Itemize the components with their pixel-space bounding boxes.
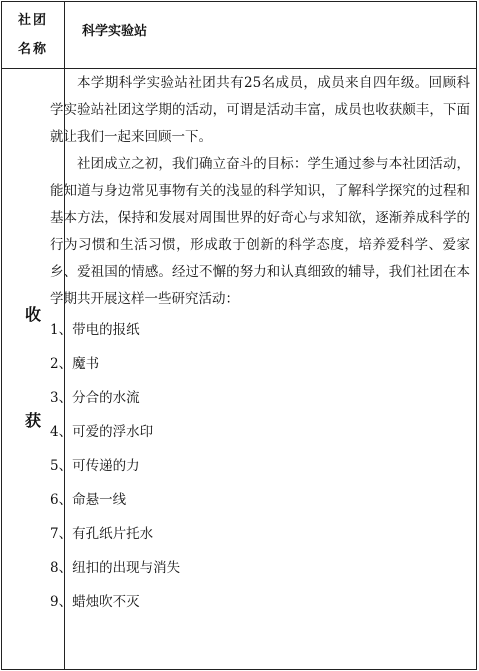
harvest-content xyxy=(50,70,470,619)
activity-list xyxy=(50,313,470,619)
list-item: 1、带电的报纸 xyxy=(50,322,140,338)
goals-paragraph: 社团成立之初，我们确立奋斗的目标：学生通过参与本社团活动，能知道与身边常见事物有关的浅显的科学知识，了解科学探究的过程和基本方法，保持和发展对周围世界的好奇心与求知欲，逐渐养成科学的行为习惯和生活习惯，形成敢于创新的科学态度，培养爱科学、爱家乡、爱祖国的情感。经过不懈的努力和认真细致的辅导，我们社团在本学期共开展这样一些研究活动： xyxy=(50,156,470,307)
header-divider xyxy=(2,68,476,69)
club-name-label-line1: 社团 xyxy=(17,13,48,28)
list-item: 5、可传递的力 xyxy=(50,458,140,474)
harvest-label-char2: 获 xyxy=(24,411,41,430)
club-name-label xyxy=(2,6,64,68)
record-table xyxy=(1,1,477,670)
list-item: 2、魔书 xyxy=(50,356,100,372)
list-item: 9、蜡烛吹不灭 xyxy=(50,594,140,610)
list-item: 7、有孔纸片托水 xyxy=(50,526,154,542)
club-name-label-line2: 名称 xyxy=(17,42,48,57)
list-item: 8、纽扣的出现与消失 xyxy=(50,560,181,576)
list-item: 6、命悬一线 xyxy=(50,492,127,508)
list-item: 3、分合的水流 xyxy=(50,390,140,406)
intro-paragraph: 本学期科学实验站社团共有25名成员，成员来自四年级。回顾科学实验站社团这学期的活动，可谓是活动丰富，成员也收获颇丰，下面就让我们一起来回顾一下。 xyxy=(50,75,470,145)
list-item: 4、可爱的浮水印 xyxy=(50,424,154,440)
harvest-label-char1: 收 xyxy=(24,305,41,324)
club-name-value: 科学实验站 xyxy=(82,24,148,39)
